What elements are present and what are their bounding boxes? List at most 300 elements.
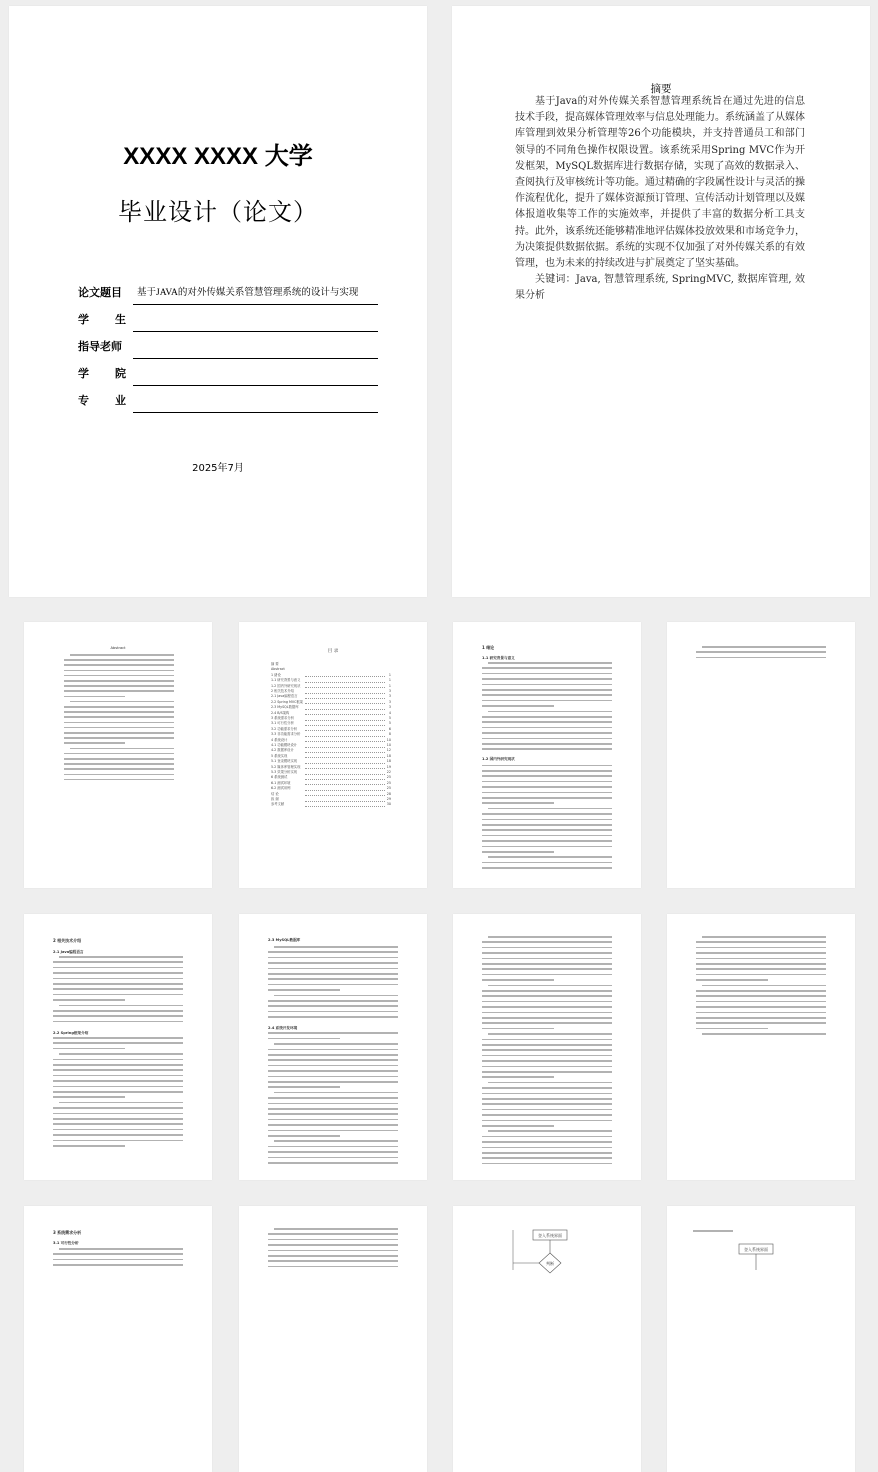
text-line — [64, 779, 174, 781]
text-line — [482, 1017, 612, 1019]
page-thumbnail-chapter-2-cont[interactable] — [239, 914, 427, 1180]
text-line — [482, 1120, 612, 1122]
text-line — [696, 1022, 826, 1024]
flow-start-label: 登入系统界面 — [744, 1247, 768, 1252]
page-thumbnail-flowchart-2[interactable] — [667, 1206, 855, 1472]
text-line — [482, 947, 612, 949]
text-line — [53, 1059, 183, 1061]
text-line — [488, 808, 612, 810]
toc-leader-dots — [305, 757, 385, 758]
toc-entry-title: 3.2 功能需求分析 — [271, 726, 298, 731]
text-line — [482, 748, 612, 750]
toc-entry[interactable] — [271, 705, 391, 710]
toc-leader-dots — [305, 779, 385, 780]
text-line — [268, 1113, 398, 1115]
text-line — [488, 1082, 612, 1084]
text-line — [482, 851, 554, 853]
text-line — [53, 972, 183, 974]
toc-entry-title: 3.1 可行性分析 — [271, 721, 294, 726]
text-line — [268, 1124, 398, 1126]
text-line — [482, 678, 612, 680]
toc-entry-page: 3 — [388, 694, 391, 699]
text-line — [696, 941, 826, 943]
text-line — [53, 1010, 183, 1012]
cover-field-college — [78, 359, 378, 386]
text-line — [64, 753, 174, 755]
text-line — [53, 1113, 183, 1115]
text-line — [696, 952, 826, 954]
text-line — [482, 952, 612, 954]
text-line — [53, 1015, 183, 1017]
english-abstract-heading: Abstract — [110, 646, 126, 650]
text-line — [53, 994, 183, 996]
text-line — [274, 1228, 398, 1230]
toc-entry-page: 29 — [386, 797, 391, 801]
text-line — [64, 732, 174, 734]
toc-entry[interactable] — [271, 678, 391, 683]
toc-entry-page: 10 — [386, 743, 391, 747]
text-line — [64, 670, 174, 672]
text-line — [482, 792, 612, 794]
text-line — [64, 737, 174, 739]
page-thumbnail-toc[interactable] — [239, 622, 427, 888]
toc-entry-page: 5 — [388, 721, 391, 726]
text-line — [696, 657, 826, 659]
toc-leader-dots — [305, 709, 385, 710]
text-line — [268, 973, 398, 975]
page-thumbnail-text[interactable] — [453, 914, 641, 1180]
text-line — [488, 985, 612, 987]
text-line — [482, 979, 554, 981]
toc-entry-page: 28 — [386, 791, 391, 796]
text-line — [59, 1005, 183, 1007]
text-line — [268, 1054, 398, 1056]
text-line — [702, 936, 826, 938]
toc-leader-dots — [305, 703, 385, 704]
text-line — [64, 722, 174, 724]
text-line — [64, 675, 174, 677]
text-line — [268, 1011, 398, 1013]
text-line — [482, 802, 554, 804]
toc-entry-title: 结 论 — [271, 791, 279, 796]
text-line — [482, 995, 612, 997]
toc-entry-title: 2.3 MySQL数据库 — [271, 705, 299, 710]
text-line — [482, 1071, 612, 1073]
text-line — [488, 1130, 612, 1132]
text-line — [482, 840, 612, 842]
chapter-1-heading: 1 绪论 — [482, 645, 495, 650]
text-line — [64, 680, 174, 682]
text-line — [482, 775, 612, 777]
toc-leader-dots — [305, 801, 385, 802]
page-thumbnail-continuation[interactable] — [667, 622, 855, 888]
text-line — [268, 957, 398, 959]
text-line — [53, 1069, 183, 1071]
toc-entry-title: 3.3 非功能需求分析 — [271, 732, 301, 737]
toc-entry-title: 致 谢 — [271, 797, 279, 801]
text-line — [482, 1022, 612, 1024]
toc-entry[interactable] — [271, 792, 391, 797]
page-thumbnail-chapter-1[interactable] — [453, 622, 641, 888]
text-line — [482, 1076, 554, 1078]
page-thumbnail-chapter-2[interactable] — [24, 914, 212, 1180]
text-line — [696, 1001, 826, 1003]
toc-entry[interactable] — [271, 721, 391, 726]
text-line — [482, 1044, 612, 1046]
text-line — [482, 1087, 612, 1089]
toc-entry[interactable] — [271, 775, 391, 780]
toc-entry-title: 4.1 功能模块设计 — [271, 743, 298, 747]
text-line — [482, 1152, 612, 1154]
cover-field-value — [133, 332, 378, 359]
toc-entry-title: 摘 要 — [271, 662, 279, 666]
text-line — [268, 1151, 398, 1153]
text-line — [268, 1162, 398, 1164]
text-line — [64, 685, 174, 687]
toc-leader-dots — [305, 741, 385, 742]
text-line — [482, 743, 612, 745]
toc-entry-title: 1.2 国内外研究现状 — [271, 683, 301, 688]
text-line — [64, 706, 174, 708]
text-line — [482, 1049, 612, 1051]
toc-entry-page: 12 — [386, 748, 391, 753]
text-line — [268, 1070, 398, 1072]
text-line — [268, 1255, 398, 1257]
text-line — [482, 968, 612, 970]
toc-entry-title: Abstract — [271, 667, 285, 672]
toc-entry[interactable] — [271, 748, 391, 753]
text-line — [64, 768, 174, 770]
text-line — [64, 758, 174, 760]
toc-entry[interactable] — [271, 732, 391, 737]
text-line — [702, 646, 826, 648]
section-1-2-heading: 1.2 国内外研究现状 — [482, 757, 515, 761]
text-line — [696, 990, 826, 992]
toc-leader-dots — [305, 676, 385, 677]
toc-entry[interactable] — [271, 667, 391, 672]
text-line — [53, 961, 183, 963]
chapter-2-heading: 2 相关技术介绍 — [53, 938, 82, 943]
text-line — [53, 978, 183, 980]
toc-leader-dots — [305, 698, 385, 699]
text-line — [482, 1147, 612, 1149]
text-line — [268, 1260, 398, 1262]
text-line — [268, 1000, 398, 1002]
cover-page[interactable] — [9, 6, 427, 597]
text-line — [268, 1081, 398, 1083]
text-line — [702, 1033, 826, 1035]
text-line — [64, 742, 125, 744]
text-line — [696, 995, 826, 997]
text-line — [482, 1060, 612, 1062]
cover-field-value: 基于JAVA的对外传媒关系管慧管理系统的设计与实现 — [133, 278, 378, 305]
section-2-1-heading: 2.1 Java编程语言 — [53, 950, 84, 954]
text-line — [53, 967, 183, 969]
text-line — [696, 947, 826, 949]
toc-leader-dots — [305, 752, 385, 753]
abstract-body — [515, 94, 805, 305]
text-line — [482, 797, 612, 799]
toc-entry-page: 3 — [388, 699, 391, 704]
toc-entry-page: 25 — [386, 786, 391, 791]
text-line — [482, 824, 612, 826]
cover-field-label-text: 专业 — [78, 394, 152, 407]
text-line — [53, 1064, 183, 1066]
page-thumbnail-flowchart[interactable] — [453, 1206, 641, 1472]
section-2-4-heading: 2.4 系统开发环境 — [268, 1026, 298, 1030]
text-line — [268, 1059, 398, 1061]
toc-entry-title: 5 系统实现 — [271, 753, 288, 758]
text-line — [268, 989, 340, 991]
toc-entry[interactable] — [271, 786, 391, 791]
text-line — [482, 786, 612, 788]
abstract-paragraph: 基于Java的对外传媒关系智慧管理系统旨在通过先进的信息技术手段，提高媒体管理效率与信息处理能力。系统涵盖了从媒体库管理到效果分析管理等26个功能模块，并支持普通员工和部门领导的不同角色操作权限设置。该系统采用Spring MVC作为开发框架，MySQL数据库进行数据存储，实现了高效的数据录入、查阅执行及审核统计等功能。通过精确的字段属性设计与灵活的操作流程优化，提升了媒体资源预订管理、宣传活动计划管理以及媒体报道收集等工作的实施效率，并提供了丰富的数据分析工具支持。此外，该系统还能够精准地评估媒体投放效果和市场竞争力，为决策提供数据依据。系统的实现不仅加强了对外传媒关系的有效管理，也为未来的持续改进与扩展奠定了坚实基础。 — [515, 96, 805, 270]
toc-entry-page: 19 — [386, 764, 391, 769]
text-line — [268, 1157, 398, 1159]
toc-entry-title: 5.3 效果分析实现 — [271, 770, 298, 774]
text-line — [53, 1107, 183, 1109]
text-line — [702, 985, 826, 987]
cover-field-label: 指导老师 — [78, 340, 122, 353]
cover-field-advisor — [78, 332, 378, 359]
toc-leader-dots — [305, 806, 385, 807]
text-line — [482, 835, 612, 837]
text-line — [274, 995, 398, 997]
text-line — [268, 1038, 340, 1040]
abstract-keywords: 关键词：Java, 智慧管理系统, SpringMVC, 数据库管理, 效果分析 — [515, 274, 805, 302]
text-line — [53, 1086, 183, 1088]
text-line — [53, 983, 183, 985]
text-line — [696, 958, 826, 960]
toc-entry-page: 10 — [386, 737, 391, 742]
text-line — [482, 770, 612, 772]
text-line — [482, 1157, 612, 1159]
text-line — [64, 659, 174, 661]
text-line — [482, 1001, 612, 1003]
cover-field-label-text: 学院 — [78, 367, 152, 380]
cover-field-value — [133, 386, 378, 413]
toc-leader-dots — [305, 687, 385, 688]
text-line — [482, 727, 612, 729]
text-line — [268, 1119, 398, 1121]
toc-leader-dots — [305, 747, 385, 748]
toc-entry-title: 2.2 Spring MVC框架 — [271, 699, 303, 704]
text-line — [53, 1048, 125, 1050]
toc-entry[interactable] — [271, 797, 391, 802]
cover-field-label: 论文题目 — [78, 286, 122, 299]
toc-entry[interactable] — [271, 694, 391, 699]
toc-leader-dots — [305, 720, 385, 721]
toc-leader-dots — [305, 790, 385, 791]
toc-entry-page: 3 — [388, 705, 391, 710]
cover-field-label — [78, 311, 152, 327]
toc-entry[interactable] — [271, 711, 391, 716]
cover-date: 2025年7月 — [192, 463, 244, 474]
toc-entry-title: 6.2 测试用例 — [271, 786, 291, 791]
text-line — [53, 1134, 183, 1136]
toc-entry[interactable] — [271, 802, 391, 807]
text-line — [482, 738, 612, 740]
cover-field-value — [133, 305, 378, 332]
text-line — [482, 1136, 612, 1138]
text-line — [482, 721, 612, 723]
text-line — [488, 856, 612, 858]
text-line — [64, 774, 174, 776]
text-line — [482, 990, 612, 992]
abstract-page[interactable] — [452, 6, 870, 597]
toc-entry[interactable] — [271, 765, 391, 770]
text-line — [696, 974, 826, 976]
text-line — [268, 1266, 398, 1268]
text-line — [482, 1109, 612, 1111]
text-line — [482, 705, 554, 707]
text-line — [696, 1028, 768, 1030]
toc-entry-title: 2.1 Java编程语言 — [271, 694, 298, 699]
text-line — [488, 662, 612, 664]
toc-leader-dots — [305, 795, 385, 796]
toc-entry-page: 25 — [386, 780, 391, 785]
text-line — [274, 1043, 398, 1045]
text-line — [53, 1140, 183, 1142]
cover-field-student — [78, 305, 378, 332]
chapter-3-heading: 3 系统需求分析 — [53, 1230, 82, 1235]
text-line — [53, 1129, 183, 1131]
text-line — [70, 748, 174, 750]
toc-heading: 目 录 — [327, 649, 339, 654]
text-line — [268, 1049, 398, 1051]
text-line — [59, 956, 183, 958]
text-line — [268, 1065, 398, 1067]
text-line — [482, 958, 612, 960]
text-line — [268, 951, 398, 953]
text-line — [482, 1163, 612, 1165]
toc-entry-page: 25 — [386, 775, 391, 780]
toc-leader-dots — [305, 768, 385, 769]
text-line — [696, 651, 826, 653]
toc-entry[interactable] — [271, 738, 391, 743]
text-line — [482, 846, 612, 848]
text-line — [268, 984, 398, 986]
page-thumbnail-text-2[interactable] — [667, 914, 855, 1180]
toc-entry[interactable] — [271, 770, 391, 775]
text-line — [59, 1248, 183, 1250]
flowchart-diagram — [667, 1206, 855, 1276]
text-line — [482, 1039, 612, 1041]
text-line — [53, 1253, 183, 1255]
toc-entry-page: 3 — [388, 689, 391, 693]
text-line — [482, 1141, 612, 1143]
section-3-1-heading: 3.1 可行性分析 — [53, 1241, 79, 1245]
text-line — [274, 946, 398, 948]
toc-entry-page: 6 — [388, 726, 391, 731]
text-line — [268, 1108, 398, 1110]
page-thumbnail-abstract-en[interactable] — [24, 622, 212, 888]
text-line — [696, 1017, 826, 1019]
text-line — [482, 1125, 554, 1127]
toc-entry-page: 18 — [386, 759, 391, 764]
text-line — [696, 1006, 826, 1008]
toc-entry-title: 4 系统设计 — [271, 737, 288, 742]
text-line — [59, 1102, 183, 1104]
text-line — [53, 1080, 183, 1082]
text-line — [268, 978, 398, 980]
toc-entry-title: 5.1 登录模块实现 — [271, 759, 298, 764]
flow-decision-label: 判断 — [546, 1261, 554, 1266]
text-line — [482, 694, 612, 696]
toc-leader-dots — [305, 693, 385, 694]
text-line — [268, 1233, 398, 1235]
section-2-2-heading: 2.2 Spring框架介绍 — [53, 1031, 89, 1035]
toc-entry-title: 1.1 研究背景与意义 — [271, 678, 301, 683]
text-line — [53, 1021, 183, 1023]
cover-field-label-text: 学生 — [78, 313, 152, 326]
text-line — [268, 1032, 398, 1034]
section-2-3-heading: 2.3 MySQL数据库 — [268, 938, 301, 942]
toc-entry[interactable] — [271, 684, 391, 689]
toc-entry-page: 8 — [388, 732, 391, 737]
toc-entry-title: 6 系统测试 — [271, 775, 288, 780]
text-line — [482, 673, 612, 675]
text-line — [268, 1239, 398, 1241]
toc-leader-dots — [305, 784, 385, 785]
text-line — [53, 1096, 125, 1098]
text-line — [488, 1033, 612, 1035]
text-line — [268, 1135, 340, 1137]
text-line — [482, 689, 612, 691]
text-line — [268, 1130, 398, 1132]
toc-entry-page: 1 — [388, 672, 391, 677]
text-line — [482, 716, 612, 718]
text-line — [53, 999, 125, 1001]
university-name: XXXX XXXX 大学 — [123, 143, 313, 170]
toc-entry[interactable] — [271, 759, 391, 764]
text-line — [70, 701, 174, 703]
text-line — [482, 781, 612, 783]
toc-entry-title: 2 相关技术介绍 — [271, 689, 294, 693]
text-line — [64, 716, 174, 718]
toc-entry[interactable] — [271, 662, 391, 667]
toc-entry-page: 22 — [386, 770, 391, 774]
text-line — [482, 1066, 612, 1068]
text-line — [268, 1097, 398, 1099]
toc-entry-title: 6.1 测试环境 — [271, 780, 291, 785]
text-line — [482, 1006, 612, 1008]
text-line — [482, 1114, 612, 1116]
text-line — [268, 962, 398, 964]
text-line — [53, 1075, 183, 1077]
text-line — [70, 654, 174, 656]
text-line — [482, 1055, 612, 1057]
page-thumbnail-chapter-3[interactable] — [24, 1206, 212, 1472]
toc-entry-title: 3 系统需求分析 — [271, 716, 294, 720]
toc-entry-page: 1 — [388, 683, 391, 688]
text-line — [268, 1250, 398, 1252]
cover-field-major — [78, 386, 378, 413]
text-line — [482, 667, 612, 669]
text-line — [482, 867, 612, 869]
text-line — [482, 1093, 612, 1095]
flow-start-label: 登入系统界面 — [538, 1233, 562, 1238]
text-line — [482, 732, 612, 734]
text-line — [64, 690, 174, 692]
toc-entry-title: 参考文献 — [271, 802, 285, 807]
toc-leader-dots — [305, 736, 385, 737]
text-line — [482, 829, 612, 831]
text-line — [53, 1042, 183, 1044]
text-line — [268, 1005, 398, 1007]
page-thumbnail-text-3[interactable] — [239, 1206, 427, 1472]
text-line — [482, 765, 612, 767]
